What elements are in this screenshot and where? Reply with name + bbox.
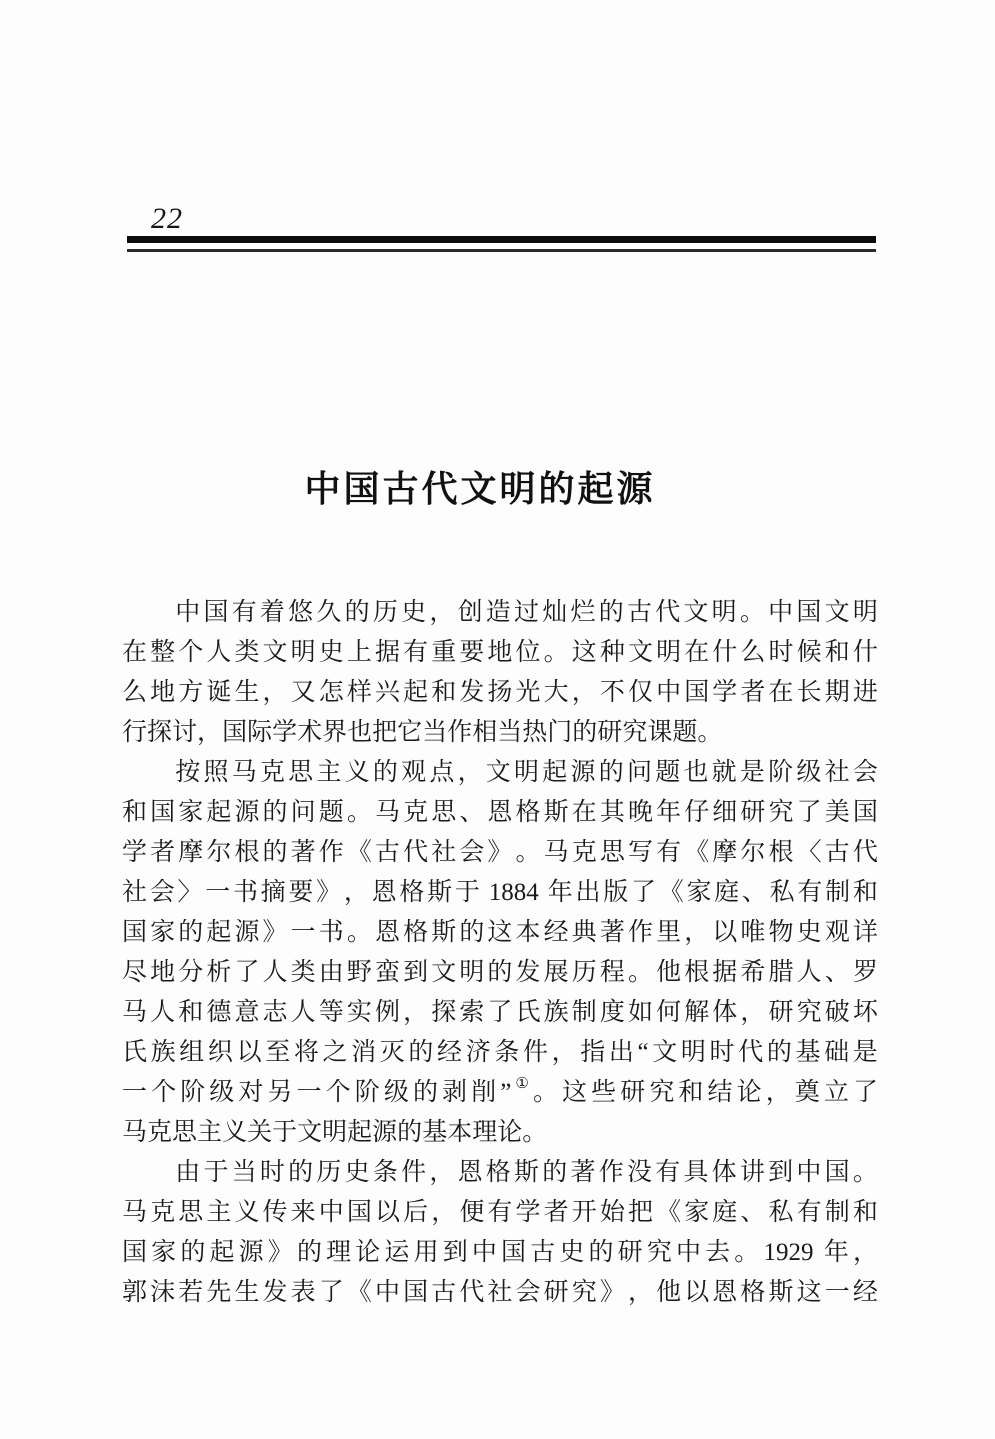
text-line: 社 会 〉 一 书 摘 要 》 ， 恩 格 斯 于 1884 年 出 版 了 《 家 庭 、 私 有 制 和 — [122, 879, 878, 906]
text-line: 郭 沫 若 先 生 发 表 了 《 中 国 古 代 社 会 研 究 》 ， 他 以 恩 格 斯 这 一 经 — [122, 1279, 878, 1306]
text-line: 行探讨，国际学术界也把它当作相当热门的研究课题。 — [122, 719, 723, 746]
text-line: 氏 族 组 织 以 至 将 之 消 灭 的 经 济 条 件 ， 指 出 “ 文 明 时 代 的 基 础 是 — [122, 1039, 878, 1066]
text-line: 一 个 阶 级 对 另 一 个 阶 级 的 剥 削 ” ① 。 这 些 研 究 和 结 论 ， 奠 立 了 — [122, 1073, 878, 1113]
header-rule-thick — [127, 236, 876, 243]
text-line: 和 国 家 起 源 的 问 题 。 马 克 思 、 恩 格 斯 在 其 晚 年 仔 细 研 究 了 美 国 — [122, 799, 878, 826]
text-line: 中 国 有 着 悠 久 的 历 史 ， 创 造 过 灿 烂 的 古 代 文 明 。 中 国 文 明 — [122, 593, 878, 633]
text-line: 国 家 的 起 源 》 的 理 论 运 用 到 中 国 古 史 的 研 究 中 去 。 1929 年 ， — [122, 1239, 878, 1266]
paragraph — [122, 753, 878, 1153]
paragraph-indent — [122, 753, 172, 793]
paragraph — [122, 593, 878, 753]
paragraph-indent — [122, 593, 172, 633]
footnote-marker: ① — [515, 1076, 529, 1092]
paragraph-indent — [122, 1153, 172, 1193]
text-line: 尽 地 分 析 了 人 类 由 野 蛮 到 文 明 的 发 展 历 程 。 他 根 据 希 腊 人 、 罗 — [122, 959, 878, 986]
text-line: 按 照 马 克 思 主 义 的 观 点 ， 文 明 起 源 的 问 题 也 就 是 阶 级 社 会 — [122, 753, 878, 793]
text-line: 在 整 个 人 类 文 明 史 上 据 有 重 要 地 位 。 这 种 文 明 在 什 么 时 候 和 什 — [122, 639, 878, 666]
paragraph — [122, 1153, 878, 1313]
body-text — [122, 593, 878, 1313]
text-line: 由 于 当 时 的 历 史 条 件 ， 恩 格 斯 的 著 作 没 有 具 体 讲 到 中 国 。 — [122, 1153, 878, 1193]
text-line: 么 地 方 诞 生 ， 又 怎 样 兴 起 和 发 扬 光 大 ， 不 仅 中 国 学 者 在 长 期 进 — [122, 679, 878, 706]
text-line: 马 克 思 主 义 传 来 中 国 以 后 ， 便 有 学 者 开 始 把 《 家 庭 、 私 有 制 和 — [122, 1199, 878, 1226]
text-line: 马克思主义关于文明起源的基本理论。 — [122, 1119, 548, 1146]
chapter-title: 中国古代文明的起源 — [304, 469, 656, 509]
page-number: 22 — [151, 202, 183, 235]
text-line: 学 者 摩 尔 根 的 著 作 《 古 代 社 会 》 。 马 克 思 写 有 《 摩 尔 根 〈 古 代 — [122, 839, 878, 866]
text-line: 马 人 和 德 意 志 人 等 实 例 ， 探 索 了 氏 族 制 度 如 何 解 体 ， 研 究 破 坏 — [122, 999, 878, 1026]
header-rule-thin — [127, 249, 876, 252]
text-line: 国 家 的 起 源 》 一 书 。 恩 格 斯 的 这 本 经 典 著 作 里 ， 以 唯 物 史 观 详 — [122, 919, 878, 946]
